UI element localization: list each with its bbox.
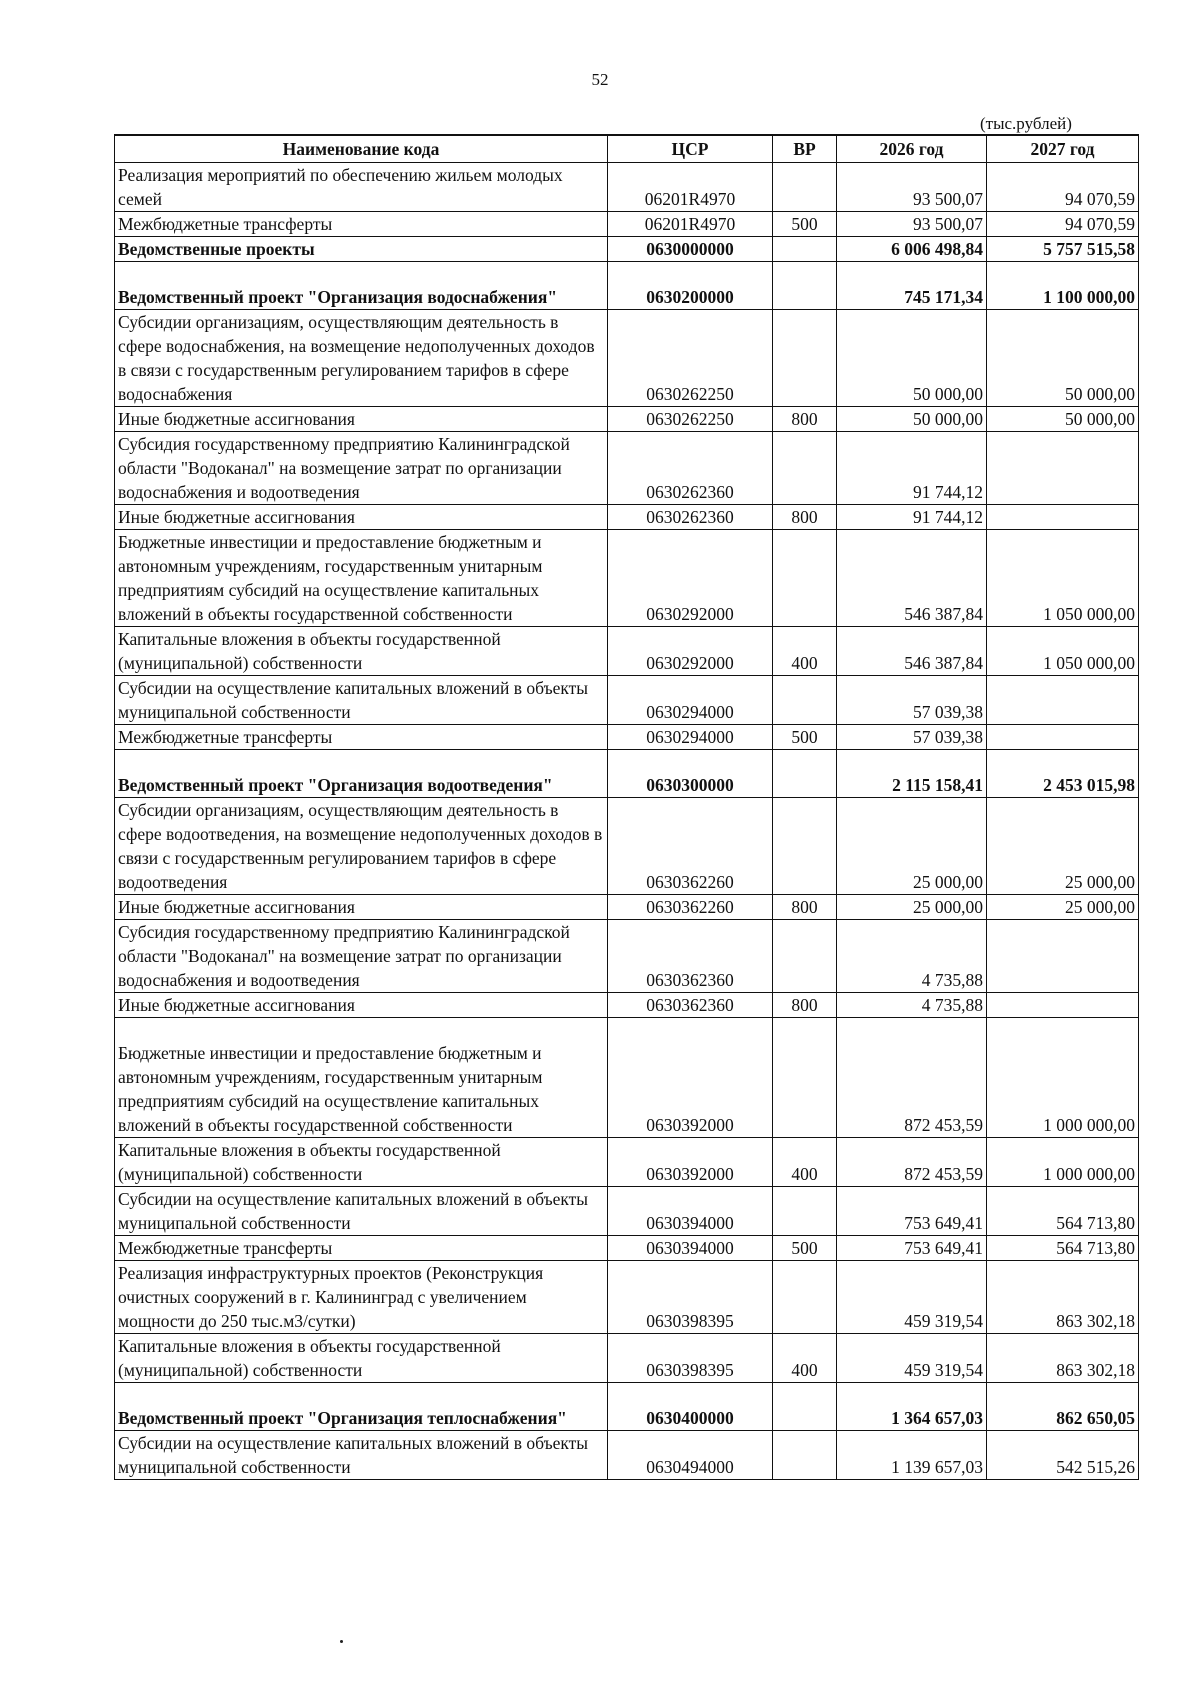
row-csr-cell: 06201R4970 (608, 163, 773, 212)
row-2026-cell: 6 006 498,84 (837, 237, 987, 262)
row-csr-cell: 0630292000 (608, 530, 773, 627)
row-vr-cell: 500 (773, 212, 837, 237)
row-vr-cell: 800 (773, 407, 837, 432)
row-vr-cell (773, 432, 837, 505)
row-vr-cell: 500 (773, 725, 837, 750)
row-name-cell: Иные бюджетные ассигнования (115, 895, 608, 920)
row-vr-cell: 500 (773, 1236, 837, 1261)
row-csr-cell: 0630400000 (608, 1383, 773, 1431)
table-row (115, 676, 1139, 725)
row-2026-cell: 1 364 657,03 (837, 1383, 987, 1431)
table-row (115, 920, 1139, 993)
row-2026-cell: 2 115 158,41 (837, 750, 987, 798)
row-2026-cell: 91 744,12 (837, 432, 987, 505)
row-2027-cell (987, 993, 1139, 1018)
row-2026-cell: 546 387,84 (837, 627, 987, 676)
row-csr-cell: 0630394000 (608, 1236, 773, 1261)
row-2026-cell: 459 319,54 (837, 1334, 987, 1383)
table-row (115, 505, 1139, 530)
table-row (115, 993, 1139, 1018)
row-2027-cell (987, 725, 1139, 750)
row-2027-cell (987, 505, 1139, 530)
row-2026-cell: 50 000,00 (837, 407, 987, 432)
row-2026-cell: 872 453,59 (837, 1018, 987, 1138)
row-vr-cell (773, 530, 837, 627)
row-csr-cell: 0630300000 (608, 750, 773, 798)
row-name-cell: Ведомственный проект "Организация теплоснабжения" (115, 1383, 608, 1431)
row-csr-cell: 0630000000 (608, 237, 773, 262)
table-row (115, 1261, 1139, 1334)
row-2026-cell: 93 500,07 (837, 163, 987, 212)
row-name-cell: Межбюджетные трансферты (115, 1236, 608, 1261)
row-csr-cell: 0630294000 (608, 676, 773, 725)
table-row (115, 212, 1139, 237)
row-2027-cell: 94 070,59 (987, 163, 1139, 212)
row-name-cell: Капитальные вложения в объекты государственной (муниципальной) собственности (115, 1334, 608, 1383)
row-2027-cell: 564 713,80 (987, 1236, 1139, 1261)
row-name-cell: Ведомственный проект "Организация водоснабжения" (115, 262, 608, 310)
row-name-cell: Субсидия государственному предприятию Калининградской области "Водоканал" на возмещение затрат по организации водоснабжения и водоотведения (115, 920, 608, 993)
row-2026-cell: 546 387,84 (837, 530, 987, 627)
row-2027-cell: 862 650,05 (987, 1383, 1139, 1431)
page-number: 52 (591, 70, 609, 89)
row-name-cell: Субсидии организациям, осуществляющим деятельность в сфере водоотведения, на возмещение недополученных доходов в связи с государственным регулированием тарифов в сфере водоотведения (115, 798, 608, 895)
table-row (115, 627, 1139, 676)
row-name-cell: Межбюджетные трансферты (115, 725, 608, 750)
row-csr-cell: 06201R4970 (608, 212, 773, 237)
row-name-cell: Субсидия государственному предприятию Калининградской области "Водоканал" на возмещение затрат по организации водоснабжения и водоотведения (115, 432, 608, 505)
row-2027-cell: 50 000,00 (987, 310, 1139, 407)
header-2026: 2026 год (837, 135, 987, 163)
table-row (115, 262, 1139, 310)
header-vr: ВР (773, 135, 837, 163)
table-row (115, 1138, 1139, 1187)
row-name-cell: Субсидии на осуществление капитальных вложений в объекты муниципальной собственности (115, 676, 608, 725)
table-row (115, 237, 1139, 262)
row-vr-cell: 400 (773, 627, 837, 676)
row-name-cell: Реализация инфраструктурных проектов (Реконструкция очистных сооружений в г. Калининград с увеличением мощности до 250 тыс.м3/сутки) (115, 1261, 608, 1334)
row-csr-cell: 0630362360 (608, 993, 773, 1018)
row-csr-cell: 0630398395 (608, 1334, 773, 1383)
row-name-cell: Межбюджетные трансферты (115, 212, 608, 237)
row-csr-cell: 0630294000 (608, 725, 773, 750)
row-2027-cell: 1 050 000,00 (987, 627, 1139, 676)
table-row (115, 798, 1139, 895)
row-name-cell: Реализация мероприятий по обеспечению жильем молодых семей (115, 163, 608, 212)
table-row (115, 407, 1139, 432)
header-2027: 2027 год (987, 135, 1139, 163)
row-vr-cell (773, 750, 837, 798)
row-vr-cell: 800 (773, 505, 837, 530)
row-2026-cell: 1 139 657,03 (837, 1431, 987, 1480)
table-header-row (115, 135, 1139, 163)
row-name-cell: Субсидии на осуществление капитальных вложений в объекты муниципальной собственности (115, 1187, 608, 1236)
units-label: (тыс.рублей) (980, 114, 1072, 133)
row-2027-cell: 1 100 000,00 (987, 262, 1139, 310)
row-csr-cell: 0630262250 (608, 310, 773, 407)
row-2026-cell: 4 735,88 (837, 993, 987, 1018)
row-2027-cell: 5 757 515,58 (987, 237, 1139, 262)
row-2027-cell: 50 000,00 (987, 407, 1139, 432)
row-vr-cell (773, 1187, 837, 1236)
row-name-cell: Бюджетные инвестиции и предоставление бюджетным и автономным учреждениям, государственным унитарным предприятиям субсидий на осуществление капитальных вложений в объекты государственной собственности (115, 1018, 608, 1138)
row-2026-cell: 57 039,38 (837, 725, 987, 750)
row-csr-cell: 0630392000 (608, 1018, 773, 1138)
row-csr-cell: 0630494000 (608, 1431, 773, 1480)
table-row (115, 1187, 1139, 1236)
header-csr: ЦСР (608, 135, 773, 163)
row-2026-cell: 753 649,41 (837, 1187, 987, 1236)
row-2027-cell (987, 920, 1139, 993)
row-2026-cell: 745 171,34 (837, 262, 987, 310)
row-name-cell: Капитальные вложения в объекты государственной (муниципальной) собственности (115, 627, 608, 676)
row-2026-cell: 872 453,59 (837, 1138, 987, 1187)
row-name-cell: Иные бюджетные ассигнования (115, 505, 608, 530)
row-2027-cell: 1 000 000,00 (987, 1138, 1139, 1187)
table-row (115, 895, 1139, 920)
row-2026-cell: 4 735,88 (837, 920, 987, 993)
table-row (115, 530, 1139, 627)
row-name-cell: Капитальные вложения в объекты государственной (муниципальной) собственности (115, 1138, 608, 1187)
table-row (115, 1431, 1139, 1480)
row-2027-cell: 542 515,26 (987, 1431, 1139, 1480)
row-2026-cell: 753 649,41 (837, 1236, 987, 1261)
row-vr-cell (773, 163, 837, 212)
row-vr-cell (773, 676, 837, 725)
row-name-cell: Субсидии организациям, осуществляющим деятельность в сфере водоснабжения, на возмещение недополученных доходов в связи с государственным регулированием тарифов в сфере водоснабжения (115, 310, 608, 407)
row-2027-cell (987, 676, 1139, 725)
row-vr-cell: 800 (773, 993, 837, 1018)
table-row (115, 1236, 1139, 1261)
row-vr-cell (773, 798, 837, 895)
row-2027-cell: 863 302,18 (987, 1334, 1139, 1383)
table-row (115, 725, 1139, 750)
row-name-cell: Ведомственный проект "Организация водоотведения" (115, 750, 608, 798)
table-row (115, 432, 1139, 505)
row-name-cell: Ведомственные проекты (115, 237, 608, 262)
row-2027-cell: 863 302,18 (987, 1261, 1139, 1334)
row-2027-cell: 1 000 000,00 (987, 1018, 1139, 1138)
row-csr-cell: 0630262250 (608, 407, 773, 432)
table-body (115, 163, 1139, 1480)
row-csr-cell: 0630362360 (608, 920, 773, 993)
budget-table (114, 134, 1139, 1480)
table-row (115, 750, 1139, 798)
row-vr-cell (773, 237, 837, 262)
row-vr-cell (773, 1383, 837, 1431)
row-2026-cell: 91 744,12 (837, 505, 987, 530)
row-vr-cell (773, 920, 837, 993)
table-row (115, 1334, 1139, 1383)
row-2026-cell: 50 000,00 (837, 310, 987, 407)
stray-mark (340, 1640, 343, 1643)
row-2026-cell: 25 000,00 (837, 798, 987, 895)
row-vr-cell (773, 310, 837, 407)
row-vr-cell (773, 1018, 837, 1138)
row-vr-cell: 800 (773, 895, 837, 920)
row-vr-cell (773, 1261, 837, 1334)
row-2027-cell: 94 070,59 (987, 212, 1139, 237)
header-name: Наименование кода (115, 135, 608, 163)
table-row (115, 163, 1139, 212)
row-2027-cell: 1 050 000,00 (987, 530, 1139, 627)
row-name-cell: Иные бюджетные ассигнования (115, 993, 608, 1018)
table-row (115, 1018, 1139, 1138)
row-2026-cell: 57 039,38 (837, 676, 987, 725)
row-2026-cell: 459 319,54 (837, 1261, 987, 1334)
row-csr-cell: 0630398395 (608, 1261, 773, 1334)
row-vr-cell (773, 262, 837, 310)
row-2027-cell (987, 432, 1139, 505)
table-row (115, 1383, 1139, 1431)
row-2026-cell: 93 500,07 (837, 212, 987, 237)
row-csr-cell: 0630394000 (608, 1187, 773, 1236)
row-2027-cell: 25 000,00 (987, 895, 1139, 920)
row-vr-cell: 400 (773, 1138, 837, 1187)
row-vr-cell: 400 (773, 1334, 837, 1383)
table-row (115, 310, 1139, 407)
row-csr-cell: 0630362260 (608, 798, 773, 895)
row-csr-cell: 0630262360 (608, 505, 773, 530)
row-csr-cell: 0630362260 (608, 895, 773, 920)
row-vr-cell (773, 1431, 837, 1480)
row-name-cell: Иные бюджетные ассигнования (115, 407, 608, 432)
row-2027-cell: 25 000,00 (987, 798, 1139, 895)
row-2027-cell: 2 453 015,98 (987, 750, 1139, 798)
row-2027-cell: 564 713,80 (987, 1187, 1139, 1236)
row-csr-cell: 0630292000 (608, 627, 773, 676)
row-csr-cell: 0630392000 (608, 1138, 773, 1187)
row-csr-cell: 0630262360 (608, 432, 773, 505)
row-name-cell: Бюджетные инвестиции и предоставление бюджетным и автономным учреждениям, государственным унитарным предприятиям субсидий на осуществление капитальных вложений в объекты государственной собственности (115, 530, 608, 627)
row-csr-cell: 0630200000 (608, 262, 773, 310)
row-2026-cell: 25 000,00 (837, 895, 987, 920)
row-name-cell: Субсидии на осуществление капитальных вложений в объекты муниципальной собственности (115, 1431, 608, 1480)
